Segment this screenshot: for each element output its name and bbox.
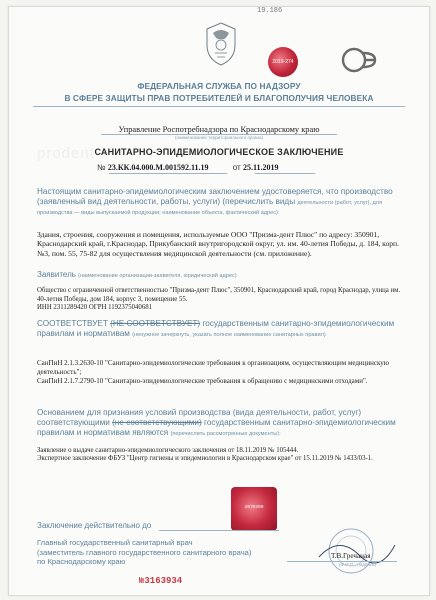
number-prefix: № — [97, 163, 106, 172]
basis-document: Заявление о выдаче санитарно-эпидемиологического заключения от 18.11.2019 № 105444. — [37, 447, 299, 454]
basis-text-b: государственным санитарно-эпидемиологическим правилам и нормативам являются — [37, 418, 396, 437]
applicant-label: Заявитель — [37, 270, 76, 279]
document-number: 23.КК.04.000.М.001592.11.19 — [107, 163, 209, 172]
serial-number: №3163934 — [139, 576, 183, 586]
intro-block — [37, 187, 403, 217]
subject-text: Здания, строения, сооружения и помещения, используемые ООО "Призма-дент Плюс" по адресу: 350901, Краснодарский край, г.Краснодар, Прикубанский внутригородской округ, ул. им. 40-летия Победы, д. 184, корп. №3, пом. 55, 75-82 для осуществления медицинской деятельности (см. приложение). — [37, 230, 400, 258]
conformity-block — [37, 319, 403, 339]
stamp-code: 4679290 — [244, 505, 264, 510]
basis-hint: (перечислить рассмотренные документы): — [170, 431, 281, 437]
basis-text-a: Основанием для признания условий производства (вида деятельности, работ, услуг) соответствующими — [37, 408, 362, 427]
sanitary-rule: СанПиН 2.1.7.2790-10 "Санитарно-эпидемиологические требования к обращению с медицинскими отходами". — [37, 376, 368, 385]
document-date: 25.11.2019 — [242, 163, 279, 172]
intro-text: Настоящим санитарно-эпидемиологическим заключением удостоверяется, что производство (заявленный вид деятельности, работы, услуги) (перечислить виды — [37, 187, 393, 206]
signature-underline — [287, 561, 397, 562]
date-underline — [255, 173, 315, 174]
conformity-mark-icon — [341, 47, 381, 73]
validity-label: Заключение действительно до — [37, 521, 152, 530]
basis-negated: (не соответствующими) — [112, 418, 202, 427]
hologram-icon — [268, 47, 298, 77]
security-stamp-icon — [231, 487, 277, 531]
number-underline — [109, 173, 227, 174]
conformity-word: СООТВЕТСТВУЕТ — [37, 319, 108, 328]
agency-line-1: ФЕДЕРАЛЬНАЯ СЛУЖБА ПО НАДЗОРУ — [137, 81, 301, 91]
applicant-text: Общество с ограниченной ответственностью "Призма-дент Плюс", 350901, Краснодарский край, город Краснодар, улица им. 40-летия Победы, дом 184, корпус 3, помещение 55. — [37, 287, 401, 303]
applicant-block — [37, 287, 403, 313]
emblem-icon — [201, 19, 241, 67]
basis-document: Экспертное заключение ФБУЗ "Центр гигиены и эпидемиологии в Краснодарском крае" от 15.11.2019 № 1433/03-1. — [37, 455, 373, 463]
chief-line: по Краснодарскому краю — [37, 557, 126, 567]
chief-line: Главный государственный санитарный врач — [37, 538, 193, 547]
conformity-hint: (ненужное зачеркнуть, указать полное наименование санитарных правил) — [132, 332, 326, 338]
margin-mark: 19.186 — [257, 7, 283, 15]
signatory-name: Т.В.Гречаная — [331, 552, 371, 560]
conformity-rest: государственным санитарно-эпидемиологическим правилам и нормативам — [37, 319, 395, 338]
intro-hint: деятельности (работ, услуг), для производства — виды выпускаемой продукции; наименование объекта, фактический адрес): — [37, 200, 383, 216]
basis-documents — [37, 447, 403, 464]
sanitary-rule: СанПиН 2.1.3.2630-10 "Санитарно-эпидемиологические требования к организациям, осуществляющим медицинскую деятельность"; — [37, 359, 390, 376]
validity-underline — [159, 530, 279, 531]
sanitary-rules — [37, 359, 403, 385]
agency-line-2: В СФЕРЕ ЗАЩИТЫ ПРАВ ПОТРЕБИТЕЛЕЙ И БЛАГОПОЛУЧИЯ ЧЕЛОВЕКА — [64, 93, 374, 103]
hologram-code: 2019-274 — [272, 59, 294, 65]
applicant-heading — [37, 270, 403, 280]
conformity-negated: (НЕ СООТВЕТСТВУЕТ) — [110, 319, 201, 328]
applicant-hint: (наименование организации-заявителя, юридический адрес) — [78, 273, 237, 279]
chief-line: (заместитель главного государственного санитарного врача) — [37, 547, 252, 557]
signature-hint: (Ф.И.О., подпись) — [339, 562, 377, 567]
date-prefix: от — [232, 163, 241, 172]
department-name: Управление Роспотребнадзора по Краснодарскому краю — [118, 125, 320, 134]
document-number-row — [97, 163, 279, 172]
basis-block — [37, 408, 403, 438]
document-title: САНИТАРНО-ЭПИДЕМИОЛОГИЧЕСКОЕ ЗАКЛЮЧЕНИЕ — [94, 147, 344, 157]
department-note: (наименование территориального органа) — [174, 135, 264, 140]
applicant-ids: ИНН 2311289420 ОГРН 1192375040681 — [37, 304, 153, 312]
watermark-text: prodent — [37, 145, 95, 162]
certificate-sheet — [8, 6, 430, 596]
agency-divider — [33, 106, 405, 107]
chief-doctor-block — [37, 538, 287, 567]
